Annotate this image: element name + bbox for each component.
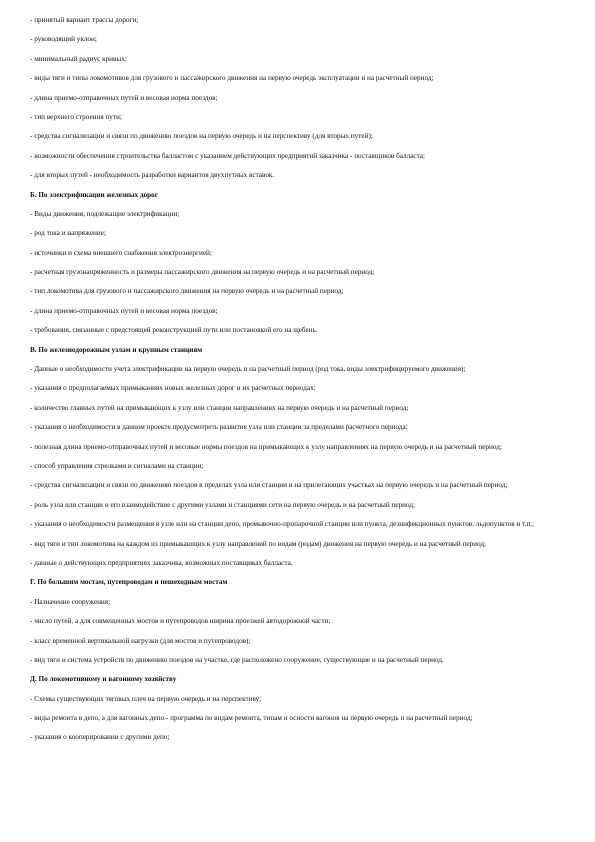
list-item: - для вторых путей - необходимость разработки вариантов двухпутных вставок. [30, 171, 275, 180]
list-item: - указания о кооперировании с другими депо; [30, 733, 170, 742]
list-item: - указания о предполагаемых примыканиях новых железных дорог и их расчетных периодах; [30, 384, 316, 393]
list-item: - тип локомотива для грузового и пассажирского движения на первую очередь и на расчетный период; [30, 287, 344, 296]
list-item: - способ управления стрелками и сигналами на станции; [30, 461, 204, 470]
list-item: - количество главных путей на примыкающих к узлу или станции направлениях на первую очередь и на расчетный период; [30, 403, 409, 412]
section-heading: Г. По большим мостам, путепроводам и пешеходным мостам [30, 578, 228, 587]
section-heading: Б. По электрификации железных дорог [30, 190, 159, 199]
list-item: - Виды движения, подлежащие электрификации; [30, 209, 180, 218]
list-item: - источники и схема внешнего снабжения электроэнергией; [30, 248, 212, 257]
list-item: - данные о действующих предприятиях заказчика, возможных поставщиках балласта. [30, 558, 293, 567]
list-item: - Схемы существующих тяговых плеч на первую очередь и на перспективу; [30, 694, 262, 703]
list-item: - вид тяги и система устройств по движению поездов на участке, где расположено сооружение, существующие и на расчетный период. [30, 655, 444, 664]
list-item: - число путей, а для совмещенных мостов и путепроводов ширина проезжей автодорожной части; [30, 617, 331, 626]
list-item: - руководящий уклон; [30, 35, 97, 44]
list-item: - тип верхнего строения пути; [30, 112, 122, 121]
section-heading: В. По железнодорожным узлам и крупным станциям [30, 345, 203, 354]
list-item: - виды тяги и типы локомотивов для грузового и пассажирского движения на первую очередь эксплуатации и на расчетный период; [30, 74, 434, 83]
section-heading: Д. По локомотивному и вагонному хозяйству [30, 675, 177, 684]
list-item: - средства сигнализации и связи по движению поездов на первую очередь и на перспективу (для вторых путей); [30, 132, 373, 141]
list-item: - указания о необходимости размещения в узле или на станции депо, промывочно-пропарочной станции или пункта, дезинфекционных пунктов, льдопунктов и т.п.; [30, 520, 535, 529]
list-item: - средства сигнализации и связи по движению поездов в пределах узла или станции и на прилегающих участках на первую очередь и на расчетный период; [30, 481, 508, 490]
list-item: - вид тяги и тип локомотива на каждом из примыкающих к узлу направлений по видам (родам) движения на первую очередь и на расчетный период; [30, 539, 487, 548]
list-item: - принятый вариант трассы дороги; [30, 16, 139, 24]
list-item: - минимальный радиус кривых; [30, 54, 127, 63]
list-item: - роль узла или станции и его взаимодействие с другими узлами и станциями сети на первую очередь и на расчетный период; [30, 500, 416, 509]
list-item: - указания о необходимости в данном проекте предусмотреть развитие узла или станции за пределами расчетного периода; [30, 423, 408, 432]
list-item: - Данные о необходимости учета электрификации на первую очередь и на расчетный период (род тока, виды электрифицируемого движения); [30, 365, 466, 374]
list-item: - виды ремонта в депо, а для вагонных депо - программа по видам ремонта, типам и осности вагонов на первую очередь и на расчетный период; [30, 714, 473, 723]
list-item: - расчетная грузонапряженность и размеры пассажирского движения на первую очередь и на расчетный период; [30, 268, 375, 277]
list-item: - полезная длина приемо-отправочных путей и весовые нормы поездов на примыкающих к узлу направлениях на первую очередь и на расчетный период; [30, 442, 502, 451]
list-item: - длина приемо-отправочных путей и весовая норма поездов; [30, 93, 218, 102]
list-item: - класс временной вертикальной нагрузки (для мостов и путепроводов); [30, 636, 251, 645]
list-item: - длина приемо-отправочных путей и весовая норма поездов; [30, 306, 218, 315]
list-item: - возможности обеспечения строительства балластом с указанием действующих предприятий заказчика - поставщиков балласта; [30, 151, 425, 160]
list-item: - Назначение сооружения; [30, 597, 111, 606]
list-item: - требования, связанные с предстоящей реконструкцией пути или постановкой его на щебень. [30, 326, 318, 335]
list-item: - род тока и напряжение; [30, 229, 106, 238]
